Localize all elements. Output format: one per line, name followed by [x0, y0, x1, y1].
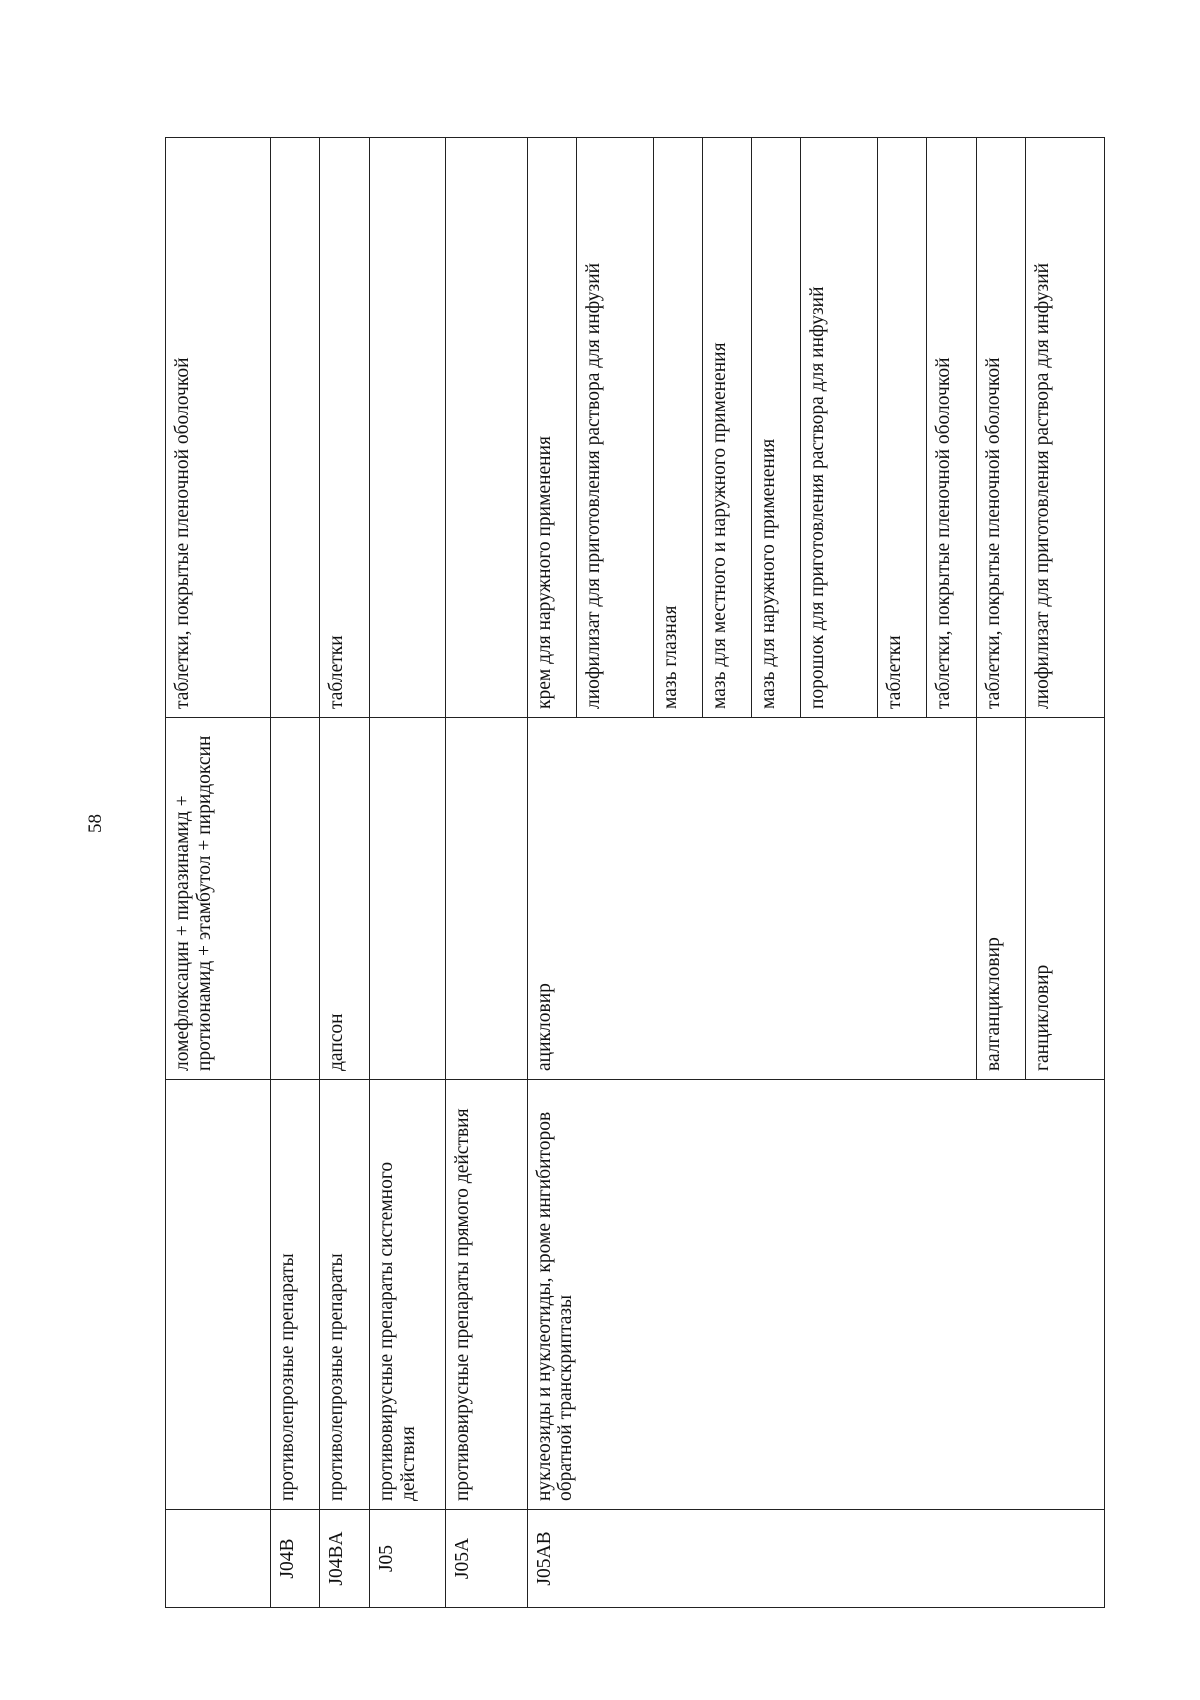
table-row	[271, 138, 320, 1608]
dosage-form-cell: таблетки, покрытые пленочной оболочкой	[976, 138, 1025, 718]
atc-code-cell: J05	[369, 1510, 446, 1608]
drug-cell: ацикловир	[527, 718, 976, 1080]
dosage-form-cell	[369, 138, 446, 718]
atc-code-cell: J04B	[271, 1510, 320, 1608]
dosage-form-cell: таблетки, покрытые пленочной оболочкой	[166, 138, 271, 718]
dosage-form-cell	[271, 138, 320, 718]
atc-code-cell: J04BA	[320, 1510, 369, 1608]
group-cell: противолепрозные препараты	[271, 1080, 320, 1510]
dosage-form-cell	[446, 138, 527, 718]
group-cell	[166, 1080, 271, 1510]
atc-code-cell: J05A	[446, 1510, 527, 1608]
drug-list-table	[165, 137, 1105, 1608]
dosage-form-cell: мазь для наружного применения	[752, 138, 801, 718]
table-row	[320, 138, 369, 1608]
drug-cell	[446, 718, 527, 1080]
dosage-form-cell: таблетки	[320, 138, 369, 718]
atc-code-cell	[166, 1510, 271, 1608]
dosage-form-cell: порошок для приготовления раствора для инфузий	[801, 138, 878, 718]
drug-cell	[369, 718, 446, 1080]
table-row	[166, 138, 271, 1608]
table-row	[527, 138, 576, 1608]
dosage-form-cell: крем для наружного применения	[527, 138, 576, 718]
page-number: 58	[85, 814, 106, 833]
drug-cell: дапсон	[320, 718, 369, 1080]
group-cell: противолепрозные препараты	[320, 1080, 369, 1510]
dosage-form-cell: мазь для местного и наружного применения	[702, 138, 751, 718]
dosage-form-cell: таблетки	[878, 138, 927, 718]
group-cell: противовирусные препараты системного действия	[369, 1080, 446, 1510]
dosage-form-cell: таблетки, покрытые пленочной оболочкой	[927, 138, 976, 718]
table-row	[446, 138, 527, 1608]
dosage-form-cell: мазь глазная	[653, 138, 702, 718]
drug-cell: ломефлоксацин + пиразинамид + протионамид + этамбутол + пиридоксин	[166, 718, 271, 1080]
group-cell: противовирусные препараты прямого действия	[446, 1080, 527, 1510]
table-row	[369, 138, 446, 1608]
drug-cell: валганцикловир	[976, 718, 1025, 1080]
dosage-form-cell: лиофилизат для приготовления раствора для инфузий	[576, 138, 653, 718]
atc-code-cell: J05AB	[527, 1510, 1104, 1608]
drug-cell: ганцикловир	[1025, 718, 1104, 1080]
drug-cell	[271, 718, 320, 1080]
dosage-form-cell: лиофилизат для приготовления раствора для инфузий	[1025, 138, 1104, 718]
group-cell: нуклеозиды и нуклеотиды, кроме ингибиторов обратной транскриптазы	[527, 1080, 1104, 1510]
